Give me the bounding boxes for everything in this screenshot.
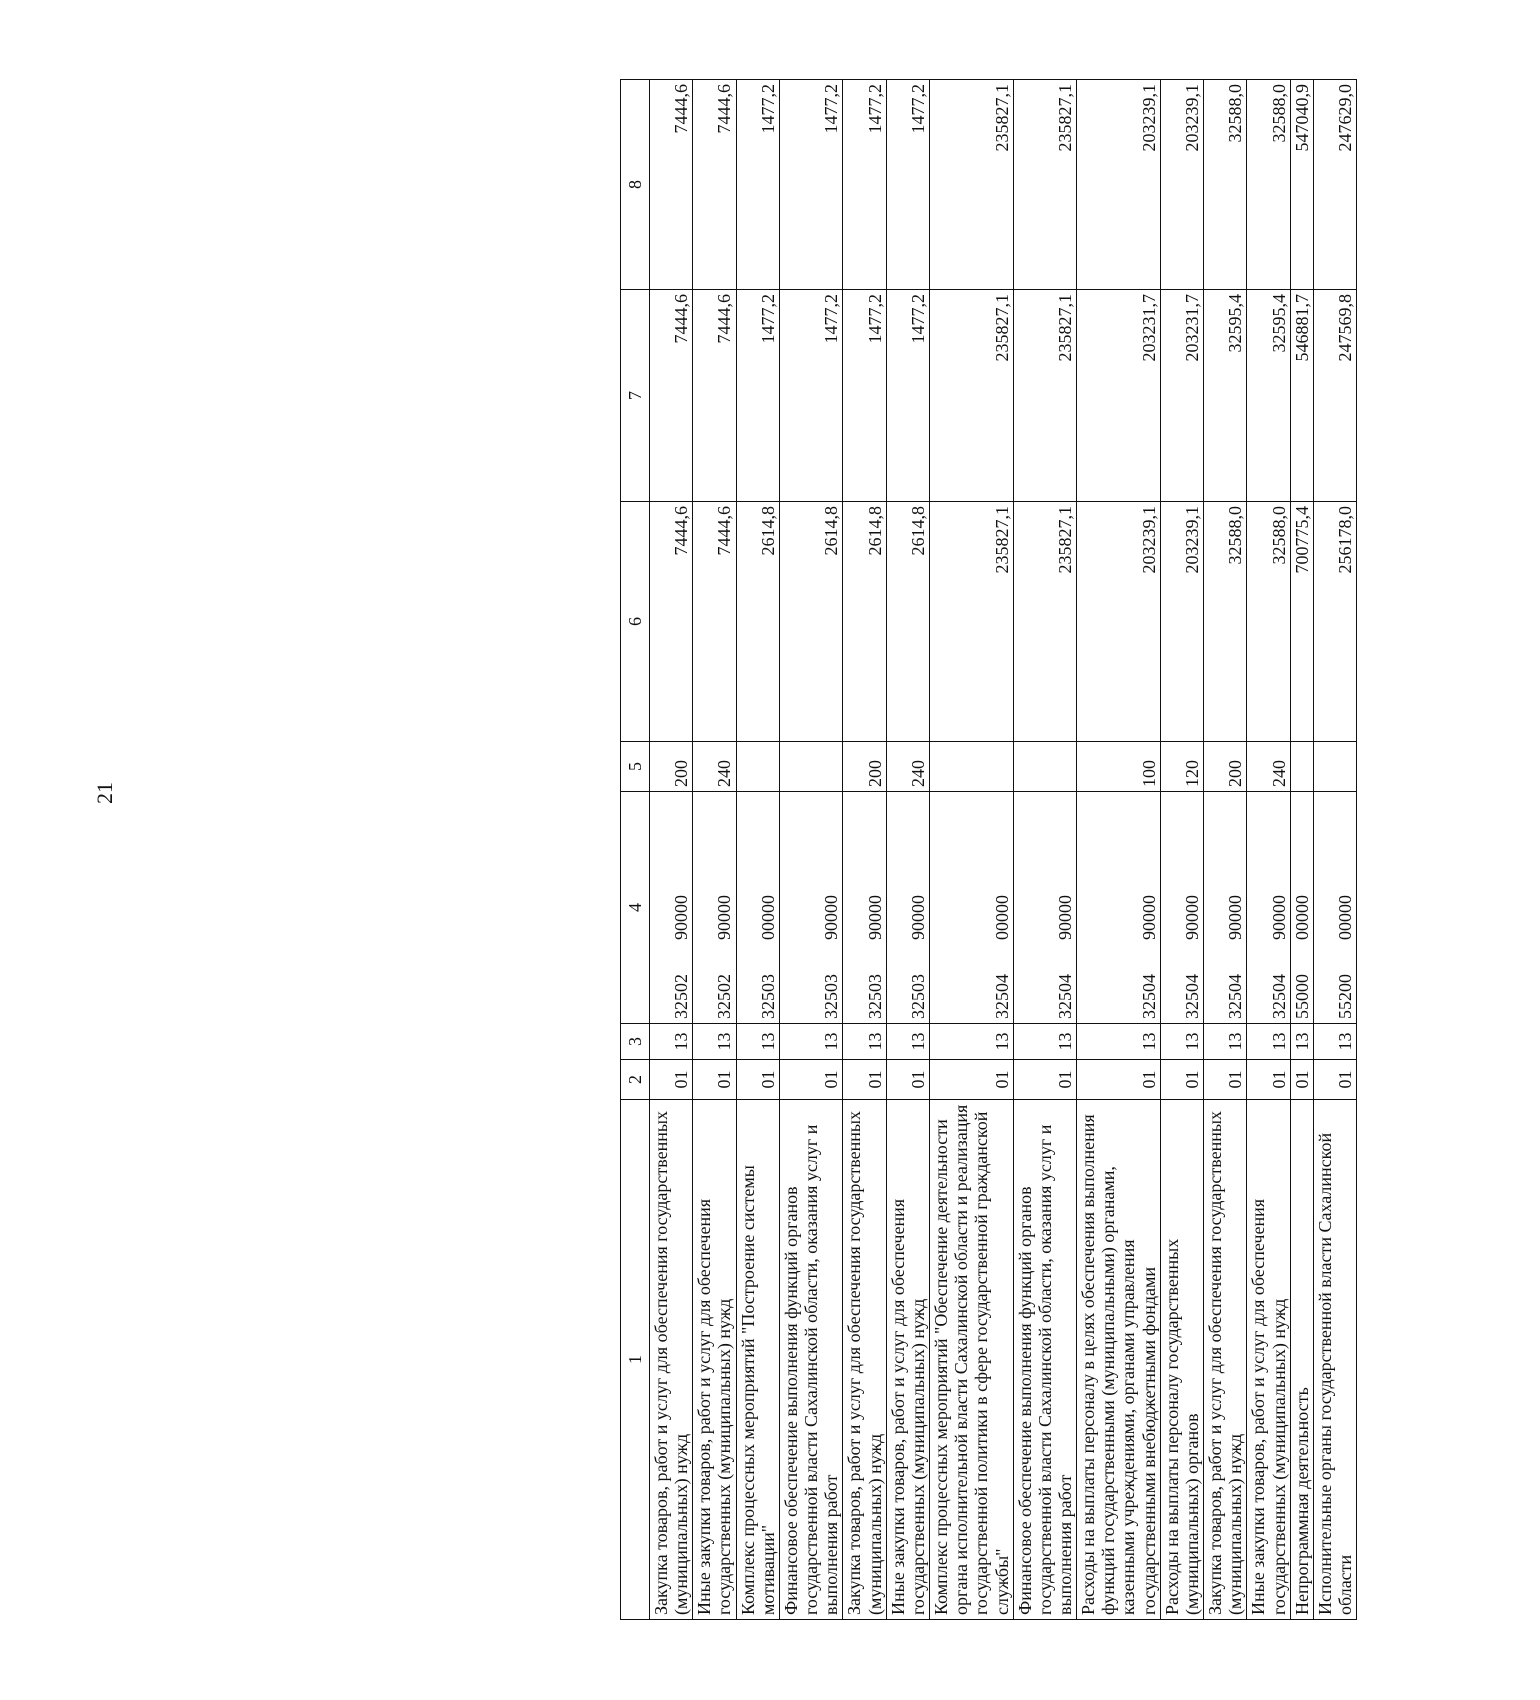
row-name: Комплекс процессных мероприятий "Построение системы мотивации" [736,1100,779,1620]
row-amount-col6: 32588,0 [1247,502,1290,742]
row-name: Расходы на выплаты персоналу государственных (муниципальных) органов [1160,1100,1203,1620]
row-amount-col6: 2614,8 [779,502,842,742]
row-program-code [693,792,736,1024]
header-col-4: 4 [621,792,650,1024]
program-code-part-b: 90000 [864,895,885,940]
program-code-part-b: 90000 [714,895,735,940]
row-section: 01 [930,1060,1014,1100]
row-amount-col8: 1477,2 [736,80,779,290]
row-amount-col8: 203239,1 [1160,80,1203,290]
row-section: 01 [1247,1060,1290,1100]
row-amount-col8: 203239,1 [1077,80,1161,290]
row-section: 01 [1204,1060,1247,1100]
program-code-part-a: 32502 [714,974,735,1019]
row-amount-col8: 235827,1 [930,80,1014,290]
row-amount-col6: 235827,1 [930,502,1014,742]
row-expense-type [779,742,842,792]
page-number: 21 [92,782,117,804]
row-section: 01 [1077,1060,1161,1100]
program-code-part-a: 32503 [864,974,885,1019]
table-row [1160,80,1203,1620]
row-name: Финансовое обеспечение выполнения функций органов государственной власти Сахалинской области, оказания услуг и выполнения работ [779,1100,842,1620]
row-expense-type: 100 [1077,742,1161,792]
table-row [1077,80,1161,1620]
row-expense-type: 120 [1160,742,1203,792]
row-expense-type [1313,742,1356,792]
row-subsection: 13 [1204,1024,1247,1060]
row-amount-col8: 32588,0 [1204,80,1247,290]
row-amount-col7: 235827,1 [930,290,1014,502]
row-section: 01 [1160,1060,1203,1100]
row-amount-col6: 2614,8 [736,502,779,742]
program-code-part-b: 90000 [1138,895,1159,940]
row-expense-type: 200 [650,742,693,792]
program-code-part-a: 32503 [907,974,928,1019]
row-subsection: 13 [1247,1024,1290,1060]
row-subsection: 13 [1013,1024,1076,1060]
row-amount-col7: 7444,6 [650,290,693,502]
program-code-part-b: 90000 [1225,895,1246,940]
row-expense-type: 240 [1247,742,1290,792]
table-row [930,80,1014,1620]
header-col-5: 5 [621,742,650,792]
row-section: 01 [843,1060,886,1100]
row-subsection: 13 [779,1024,842,1060]
program-code-part-b: 90000 [1181,895,1202,940]
row-subsection: 13 [1077,1024,1161,1060]
row-section: 01 [1313,1060,1356,1100]
row-amount-col8: 1477,2 [779,80,842,290]
row-amount-col7: 1477,2 [736,290,779,502]
header-col-8: 8 [621,80,650,290]
row-amount-col7: 32595,4 [1204,290,1247,502]
row-subsection: 13 [930,1024,1014,1060]
row-program-code [779,792,842,1024]
row-expense-type [736,742,779,792]
table-row [843,80,886,1620]
row-amount-col7: 203231,7 [1160,290,1203,502]
program-code-part-b: 90000 [907,895,928,940]
program-code-part-b: 90000 [671,895,692,940]
row-amount-col8: 547040,9 [1290,80,1313,290]
rotated-table-wrapper [620,80,1540,1620]
table-row [650,80,693,1620]
program-code-part-a: 55000 [1291,974,1312,1019]
program-code-part-a: 32504 [1138,974,1159,1019]
row-name: Иные закупки товаров, работ и услуг для обеспечения государственных (муниципальных) нужд [886,1100,929,1620]
row-program-code [886,792,929,1024]
row-amount-col6: 2614,8 [843,502,886,742]
row-name: Закупка товаров, работ и услуг для обеспечения государственных (муниципальных) нужд [1204,1100,1247,1620]
table-row [1204,80,1247,1620]
row-amount-col6: 203239,1 [1160,502,1203,742]
row-amount-col6: 203239,1 [1077,502,1161,742]
program-code-part-a: 32503 [757,974,778,1019]
row-program-code [930,792,1014,1024]
header-col-1: 1 [621,1100,650,1620]
row-amount-col6: 7444,6 [693,502,736,742]
row-section: 01 [886,1060,929,1100]
row-expense-type: 200 [843,742,886,792]
budget-table [620,79,1357,1620]
row-expense-type: 200 [1204,742,1247,792]
row-amount-col7: 235827,1 [1013,290,1076,502]
table-row [693,80,736,1620]
row-amount-col7: 1477,2 [886,290,929,502]
row-amount-col6: 7444,6 [650,502,693,742]
row-expense-type: 240 [886,742,929,792]
row-subsection: 13 [1313,1024,1356,1060]
row-amount-col7: 203231,7 [1077,290,1161,502]
program-code-part-a: 32504 [991,974,1012,1019]
header-col-7: 7 [621,290,650,502]
row-program-code [650,792,693,1024]
row-amount-col7: 7444,6 [693,290,736,502]
row-amount-col8: 1477,2 [886,80,929,290]
row-amount-col6: 2614,8 [886,502,929,742]
row-section: 01 [779,1060,842,1100]
program-code-part-b: 90000 [1054,895,1075,940]
table-row [886,80,929,1620]
row-program-code [1160,792,1203,1024]
row-subsection: 13 [650,1024,693,1060]
row-amount-col8: 7444,6 [693,80,736,290]
row-subsection: 13 [1290,1024,1313,1060]
table-row [779,80,842,1620]
table-header-row [621,80,650,1620]
row-program-code [1204,792,1247,1024]
row-amount-col6: 700775,4 [1290,502,1313,742]
row-name: Закупка товаров, работ и услуг для обеспечения государственных (муниципальных) нужд [843,1100,886,1620]
row-section: 01 [650,1060,693,1100]
row-program-code [1013,792,1076,1024]
header-col-6: 6 [621,502,650,742]
row-name: Закупка товаров, работ и услуг для обеспечения государственных (муниципальных) нужд [650,1100,693,1620]
row-program-code [1290,792,1313,1024]
program-code-part-a: 32503 [821,974,842,1019]
row-amount-col7: 1477,2 [779,290,842,502]
header-col-3: 3 [621,1024,650,1060]
row-expense-type: 240 [693,742,736,792]
header-col-2: 2 [621,1060,650,1100]
row-amount-col7: 1477,2 [843,290,886,502]
table-row [1290,80,1313,1620]
row-program-code [1077,792,1161,1024]
row-name: Иные закупки товаров, работ и услуг для обеспечения государственных (муниципальных) нужд [1247,1100,1290,1620]
row-program-code [736,792,779,1024]
row-expense-type [1013,742,1076,792]
row-amount-col7: 546881,7 [1290,290,1313,502]
row-subsection: 13 [1160,1024,1203,1060]
program-code-part-b: 00000 [757,895,778,940]
program-code-part-b: 00000 [1291,895,1312,940]
row-expense-type [930,742,1014,792]
row-section: 01 [1290,1060,1313,1100]
table-row [1013,80,1076,1620]
row-subsection: 13 [736,1024,779,1060]
row-subsection: 13 [886,1024,929,1060]
row-name: Непрограммная деятельность [1290,1100,1313,1620]
row-amount-col8: 32588,0 [1247,80,1290,290]
row-section: 01 [693,1060,736,1100]
row-name: Исполнительные органы государственной власти Сахалинской области [1313,1100,1356,1620]
table-row [1247,80,1290,1620]
row-name: Финансовое обеспечение выполнения функций органов государственной власти Сахалинской области, оказания услуг и выполнения работ [1013,1100,1076,1620]
row-name: Иные закупки товаров, работ и услуг для обеспечения государственных (муниципальных) нужд [693,1100,736,1620]
row-amount-col6: 32588,0 [1204,502,1247,742]
table-row [736,80,779,1620]
program-code-part-b: 90000 [1268,895,1289,940]
row-subsection: 13 [693,1024,736,1060]
program-code-part-a: 32504 [1181,974,1202,1019]
program-code-part-a: 32504 [1268,974,1289,1019]
row-amount-col8: 1477,2 [843,80,886,290]
row-program-code [1313,792,1356,1024]
row-program-code [843,792,886,1024]
program-code-part-b: 00000 [991,895,1012,940]
table-row [1313,80,1356,1620]
table-body [650,80,1357,1620]
program-code-part-a: 32502 [671,974,692,1019]
program-code-part-b: 90000 [821,895,842,940]
row-amount-col8: 247629,0 [1313,80,1356,290]
row-amount-col6: 235827,1 [1013,502,1076,742]
program-code-part-a: 32504 [1054,974,1075,1019]
row-amount-col8: 7444,6 [650,80,693,290]
row-amount-col8: 235827,1 [1013,80,1076,290]
row-subsection: 13 [843,1024,886,1060]
row-program-code [1247,792,1290,1024]
program-code-part-a: 32504 [1225,974,1246,1019]
row-section: 01 [1013,1060,1076,1100]
program-code-part-b: 00000 [1335,895,1355,940]
row-amount-col6: 256178,0 [1313,502,1356,742]
row-section: 01 [736,1060,779,1100]
row-name: Расходы на выплаты персоналу в целях обеспечения выполнения функций государственными (муниципальными) органами, казенными учреждениями, органами управления государственными внебюджетными фондами [1077,1100,1161,1620]
row-amount-col7: 247569,8 [1313,290,1356,502]
program-code-part-a: 55200 [1335,974,1355,1019]
row-amount-col7: 32595,4 [1247,290,1290,502]
row-name: Комплекс процессных мероприятий "Обеспечение деятельности органа исполнительной власти Сахалинской области и реализация государственной политики в сфере государственной гражданской службы" [930,1100,1014,1620]
row-expense-type [1290,742,1313,792]
